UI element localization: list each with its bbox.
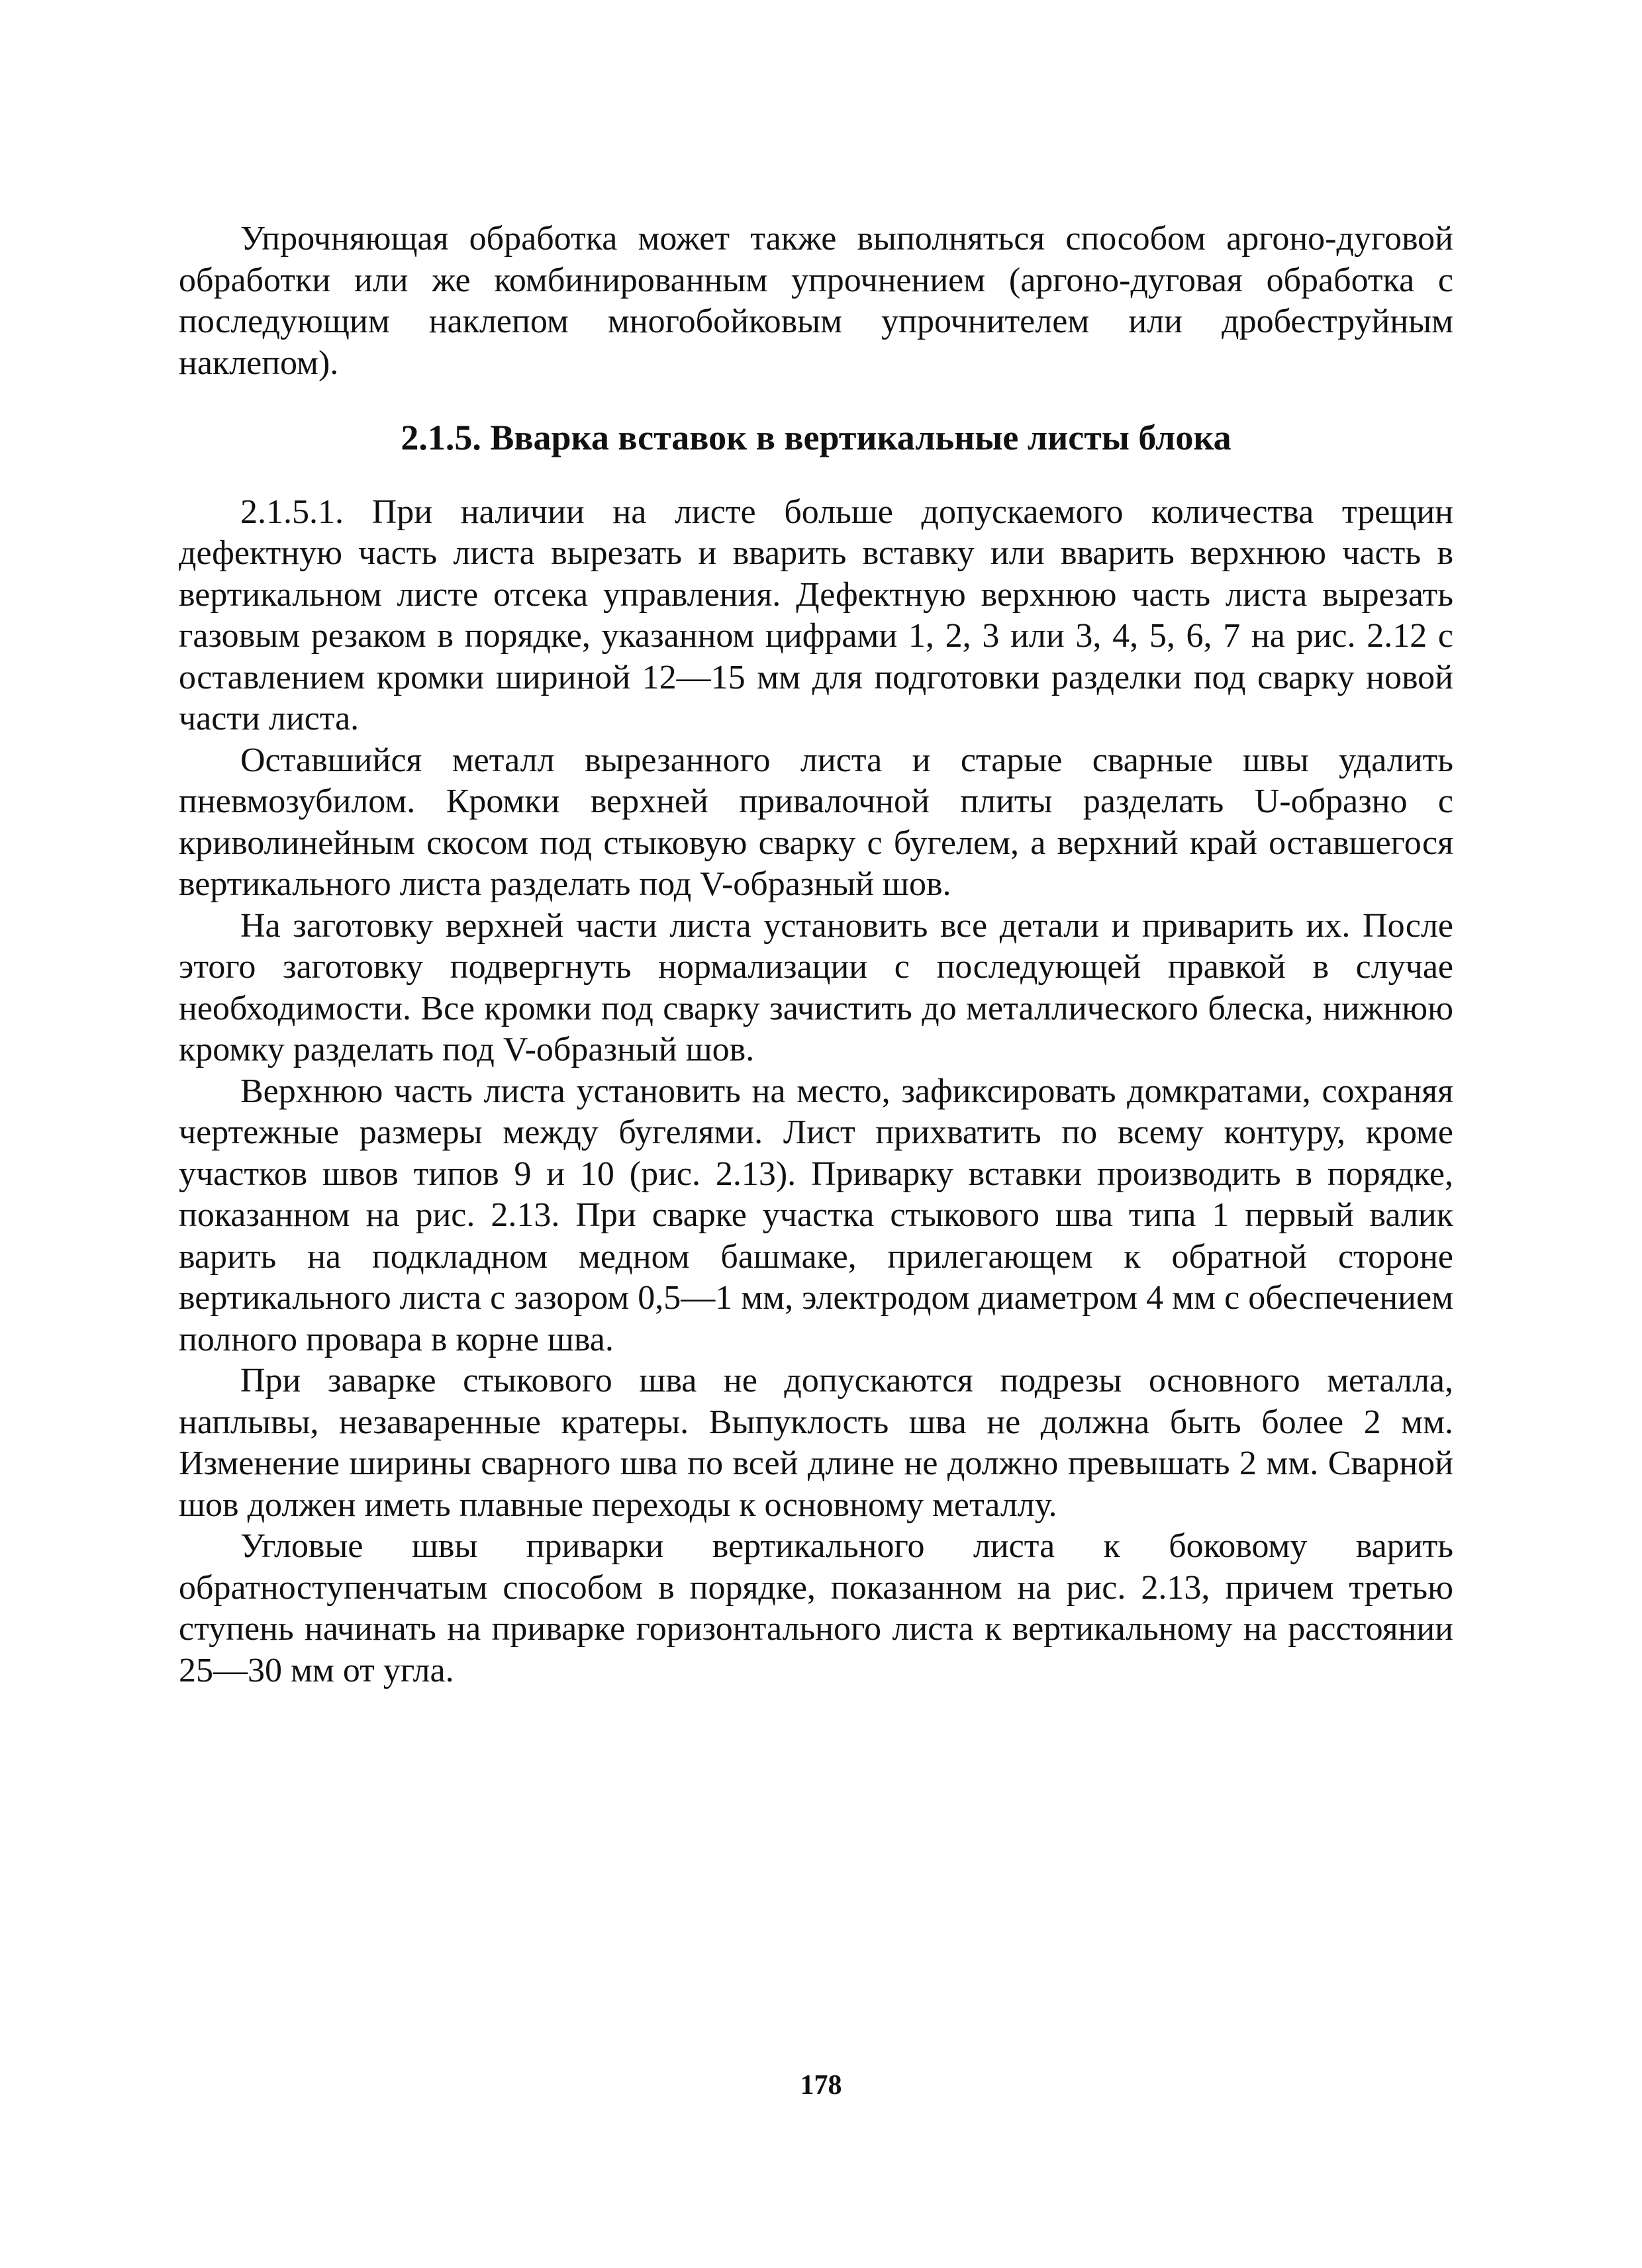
page-number: 178	[800, 2070, 842, 2101]
paragraph-2-1-5-1: 2.1.5.1. При наличии на листе больше допускаемого количества трещин дефектную часть листа вырезать и вварить вставку или вварить верхнюю часть в вертикальном листе отсека управления. Дефектную верхнюю часть листа вырезать газовым резаком в порядке, указанном цифрами 1, 2, 3 или 3, 4, 5, 6, 7 на рис. 2.12 с оставлением кромки шириной 12—15 мм для подготовки разделки под сварку новой части листа.	[179, 493, 1453, 737]
paragraph-fillet-welds: Угловые швы приварки вертикального листа к боковому варить обратноступенчатым способом в порядке, показанном на рис. 2.13, причем третью ступень начинать на приварке горизонтального листа к вертикальному на расстоянии 25—30 мм от угла.	[179, 1527, 1453, 1689]
section-heading: 2.1.5. Вварка вставок в вертикальные листы блока	[401, 418, 1232, 457]
paragraph-blank-preparation: На заготовку верхней части листа установить все детали и приварить их. После этого заготовку подвергнуть нормализации с последующей правкой в случае необходимости. Все кромки под сварку зачистить до металлического блеска, нижнюю кромку разделать под V-образный шов.	[179, 906, 1453, 1068]
text-column	[179, 218, 1453, 1691]
paragraph-weld-requirements: При заварке стыкового шва не допускаются подрезы основного металла, наплывы, незаваренные кратеры. Выпуклость шва не должна быть более 2 мм. Изменение ширины сварного шва по всей длине не должно превышать 2 мм. Сварной шов должен иметь плавные переходы к основному металлу.	[179, 1362, 1453, 1524]
intro-paragraph: Упрочняющая обработка может также выполняться способом аргоно-дуговой обработки или же комбинированным упрочнением (аргоно-дуговая обработка с последующим наклепом многобойковым упрочнителем или дробеструйным наклепом).	[179, 220, 1453, 382]
paragraph-metal-removal: Оставшийся металл вырезанного листа и старые сварные швы удалить пневмозубилом. Кромки верхней привалочной плиты разделать U-образно с криволинейным скосом под стыковую сварку с бугелем, а верхний край оставшегося вертикального листа разделать под V-образный шов.	[179, 741, 1453, 903]
paragraph-installation: Верхнюю часть листа установить на место, зафиксировать домкратами, сохраняя чертежные размеры между бугелями. Лист прихватить по всему контуру, кроме участков швов типов 9 и 10 (рис. 2.13). Приварку вставки производить в порядке, показанном на рис. 2.13. При сварке участка стыкового шва типа 1 первый валик варить на подкладном медном башмаке, прилегающем к обратной стороне вертикального листа с зазором 0,5—1 мм, электродом диаметром 4 мм с обеспечением полного провара в корне шва.	[179, 1072, 1453, 1358]
